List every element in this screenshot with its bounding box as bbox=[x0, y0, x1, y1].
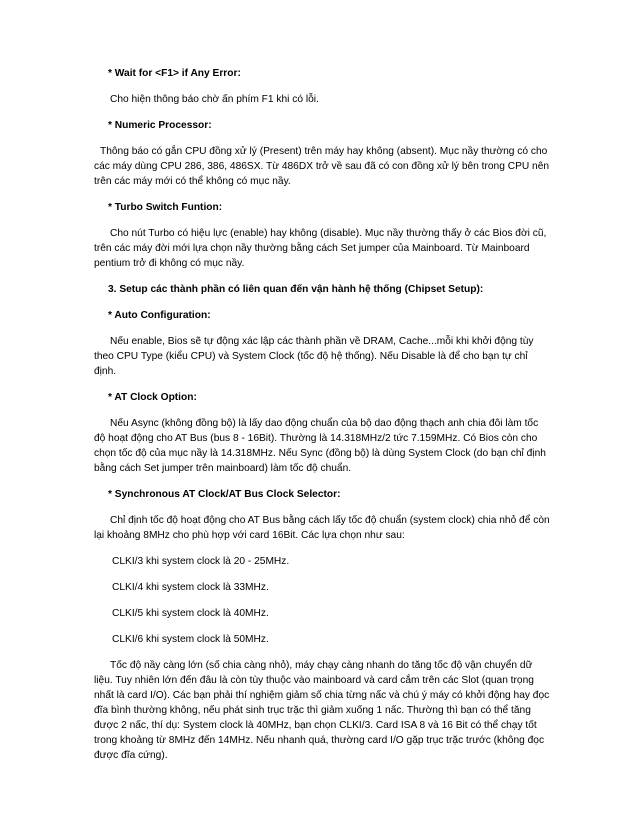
heading-wait-for-f1: * Wait for <F1> if Any Error: bbox=[108, 68, 241, 79]
paragraph-wait-for-f1: Cho hiện thông báo chờ ấn phím F1 khi có lỗi. bbox=[110, 94, 319, 105]
list-item-clki-3: CLKI/3 khi system clock là 20 - 25MHz. bbox=[112, 556, 290, 567]
heading-at-clock-option: * AT Clock Option: bbox=[108, 392, 197, 403]
heading-turbo-switch: * Turbo Switch Funtion: bbox=[108, 202, 223, 213]
heading-numeric-processor: * Numeric Processor: bbox=[108, 120, 212, 131]
list-item-clki-4: CLKI/4 khi system clock là 33MHz. bbox=[112, 582, 269, 593]
heading-auto-configuration: * Auto Configuration: bbox=[108, 310, 211, 321]
heading-synchronous-at-clock: * Synchronous AT Clock/AT Bus Clock Selector: bbox=[108, 489, 341, 500]
paragraph-synchronous-at-clock: Chỉ định tốc độ hoạt động cho AT Bus bằng cách lấy tốc độ chuẩn (system clock) chia nhỏ để còn lại khoảng 8MHz cho phù hợp với card 16Bit. Các lựa chọn như sau: bbox=[94, 515, 550, 541]
paragraph-auto-configuration: Nếu enable, Bios sẽ tự động xác lập các thành phần về DRAM, Cache...mỗi khi khởi động tùy theo CPU Type (kiểu CPU) và System Clock (tốc độ hệ thống). Nếu Disable là để cho bạn tự chỉ định. bbox=[94, 336, 534, 377]
section-heading-chipset-setup: 3. Setup các thành phần có liên quan đến vận hành hệ thống (Chipset Setup): bbox=[108, 284, 484, 295]
paragraph-turbo-switch: Cho nút Turbo có hiệu lực (enable) hay không (disable). Mục nầy thường thấy ở các Bios đời cũ, trên các máy đời mới lựa chọn nầy thường bằng cách Set jumper của Mainboard. Từ Mainboard pentium trở đi không có mục nầy. bbox=[94, 228, 547, 269]
document-page bbox=[94, 66, 552, 774]
paragraph-speed-tuning: Tốc độ nầy càng lớn (số chia càng nhỏ), máy chạy càng nhanh do tăng tốc độ vận chuyển dữ liệu. Tuy nhiên lớn đến đâu là còn tùy thuộc vào mainboard và card cắm trên các Slot (quan trọng nhất là card I/O). Các bạn phải thí nghiệm giảm số chia từng nấc và chú ý máy có khởi động hay đọc đĩa bình thường không, nếu phát sinh trục trặc thì giảm xuống 1 nấc. Thường thì bạn có thể tăng được 2 nấc, thí dụ: System clock là 40MHz, bạn chọn CLKI/3. Card ISA 8 và 16 Bit có thể chạy tốt trong khoảng từ 8MHz đến 14MHz. Nếu nhanh quá, thường card I/O gặp trục trặc trước (không đọc được đĩa cứng). bbox=[94, 660, 550, 761]
list-item-clki-6: CLKI/6 khi system clock là 50MHz. bbox=[112, 634, 269, 645]
paragraph-at-clock-option: Nếu Async (không đồng bộ) là lấy dao động chuẩn của bộ dao động thạch anh chia đôi làm tốc độ hoạt động cho AT Bus (bus 8 - 16Bit). Thường là 14.318MHz/2 tức 7.159MHz. Có Bios còn cho chọn tốc độ của mục nầy là 14.318MHz. Nếu Sync (đồng bộ) là dùng System Clock (do bạn chỉ định bằng cách Set jumper trên mainboard) làm tốc độ chuẩn. bbox=[94, 418, 546, 474]
list-item-clki-5: CLKI/5 khi system clock là 40MHz. bbox=[112, 608, 269, 619]
paragraph-numeric-processor: Thông báo có gắn CPU đồng xử lý (Present) trên máy hay không (absent). Mục nầy thường có cho các máy dùng CPU 286, 386, 486SX. Từ 486DX trở về sau đã có con đồng xử lý bên trong CPU nên trên các máy mới có thể không có mục nầy. bbox=[94, 146, 550, 187]
